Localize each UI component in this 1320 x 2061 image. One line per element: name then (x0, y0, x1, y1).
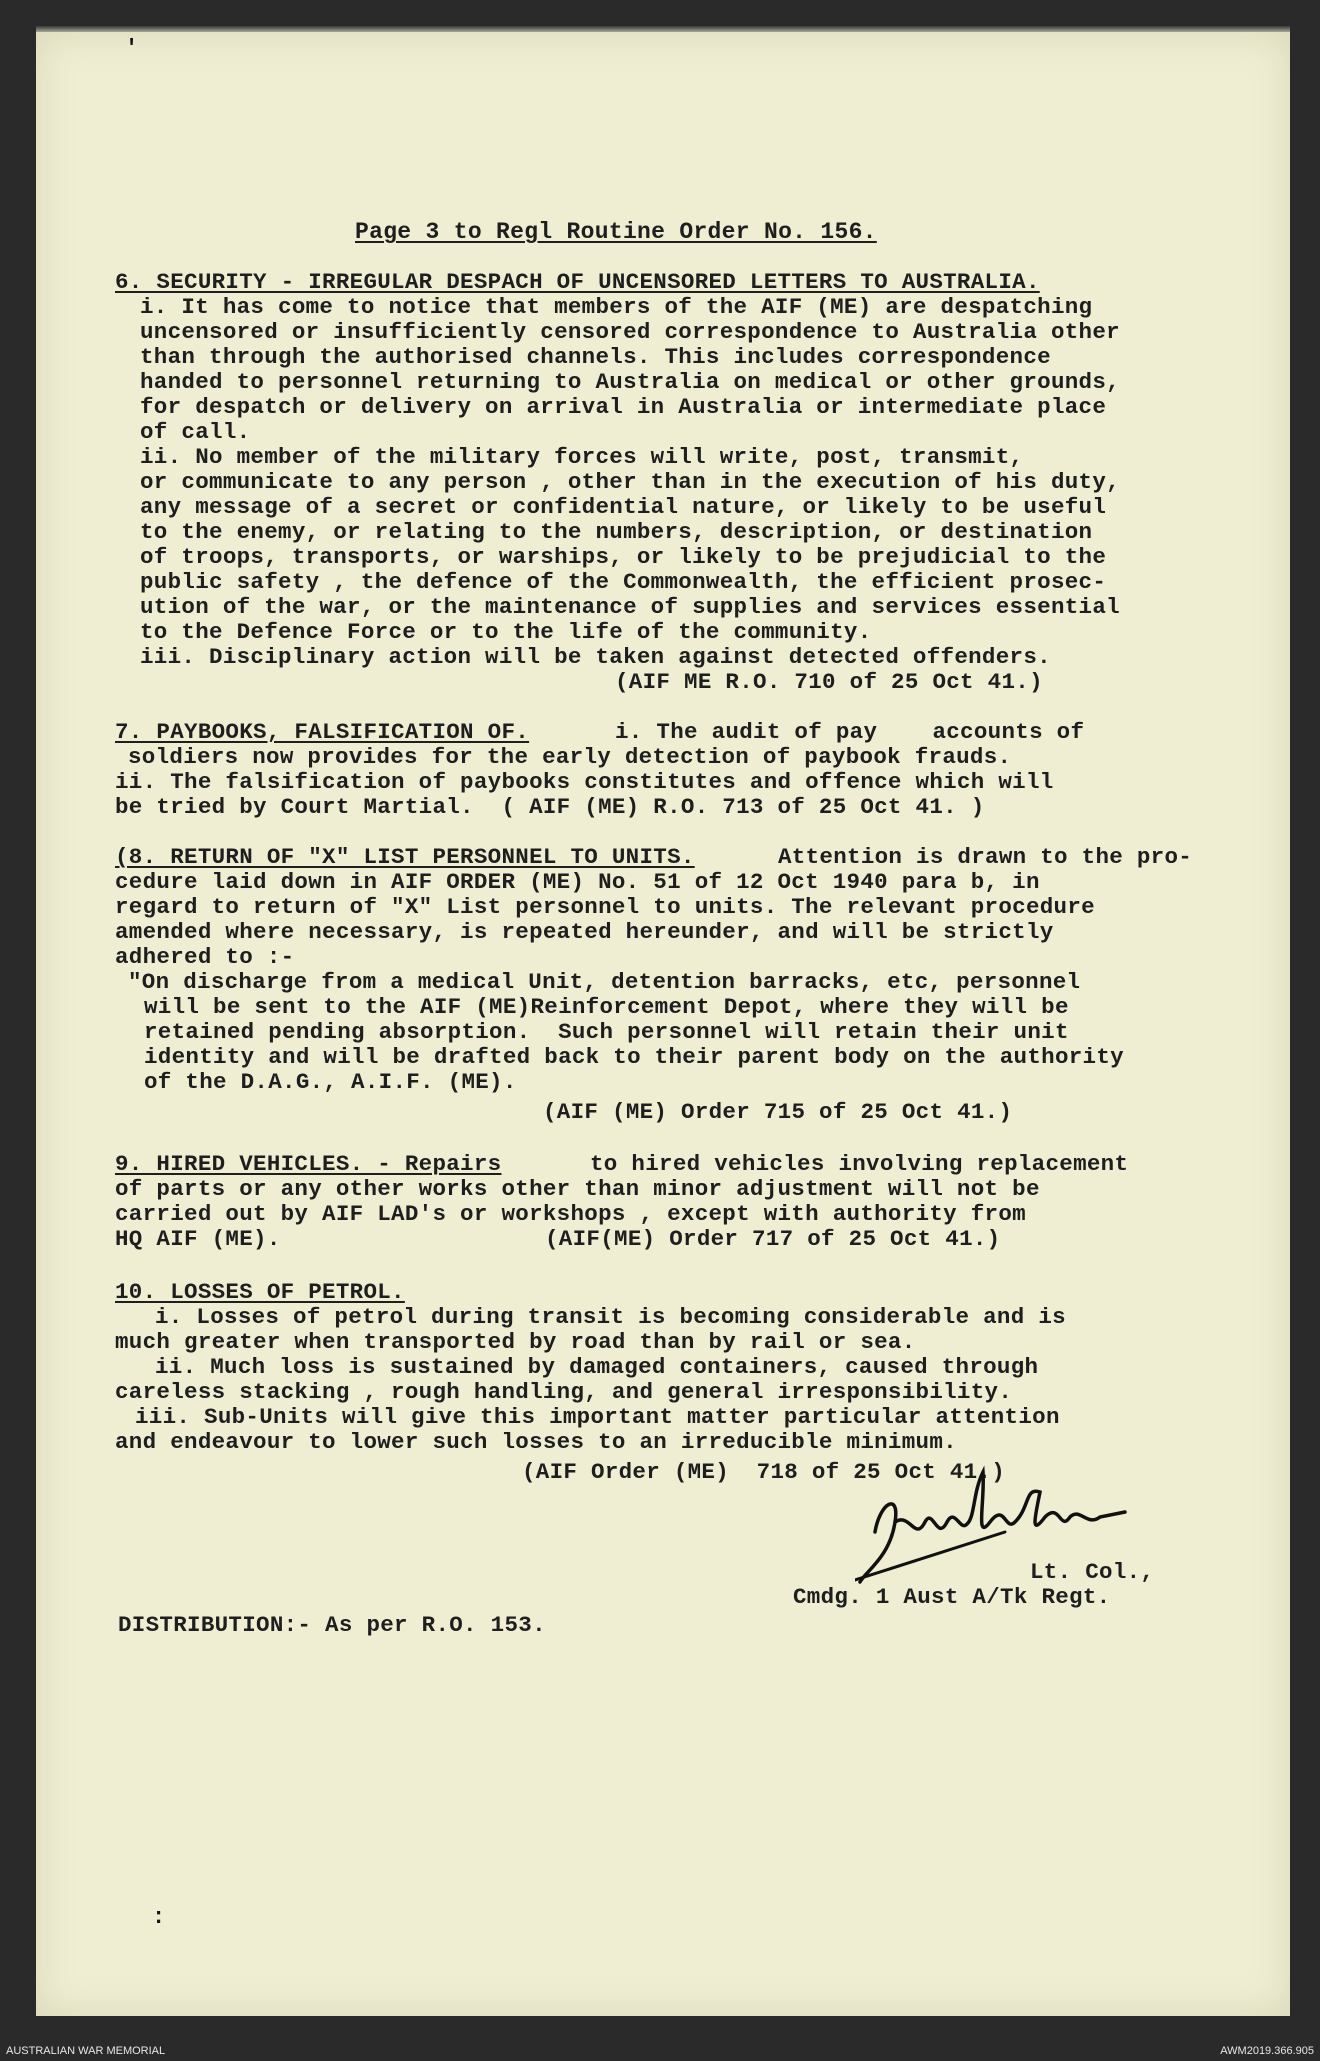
section-6-line: ii. No member of the military forces will write, post, transmit, (140, 444, 1024, 470)
section-7-heading: 7. PAYBOOKS, FALSIFICATION OF. (115, 719, 530, 745)
section-6-line: uncensored or insufficiently censored correspondence to Australia other (140, 319, 1120, 345)
archive-footer-left: AUSTRALIAN WAR MEMORIAL (6, 2045, 166, 2057)
section-8-quote-line: of the D.A.G., A.I.F. (ME). (144, 1069, 517, 1095)
punch-mark: : (152, 1905, 166, 1930)
section-10-line: and endeavour to lower such losses to an irreducible minimum. (115, 1429, 957, 1455)
section-7-line: be tried by Court Martial. ( AIF (ME) R.O. 713 of 25 Oct 41. ) (115, 794, 985, 820)
section-6-reference: (AIF ME R.O. 710 of 25 Oct 41.) (615, 669, 1043, 695)
section-6-line: to the enemy, or relating to the numbers, description, or destination (140, 519, 1093, 545)
section-8-line: Attention is drawn to the pro- (778, 844, 1193, 870)
section-8-quote-line: will be sent to the AIF (ME)Reinforcement Depot, where they will be (144, 994, 1069, 1020)
section-6-line: handed to personnel returning to Australia on medical or other grounds, (140, 369, 1120, 395)
section-8-line: amended where necessary, is repeated hereunder, and will be strictly (115, 919, 1054, 945)
section-6-line: for despatch or delivery on arrival in Australia or intermediate place (140, 394, 1107, 420)
section-6-line: ution of the war, or the maintenance of supplies and services essential (140, 594, 1120, 620)
section-6-line: of troops, transports, or warships, or likely to be prejudicial to the (140, 544, 1107, 570)
section-6-heading: 6. SECURITY - IRREGULAR DESPACH OF UNCENSORED LETTERS TO AUSTRALIA. (115, 269, 1040, 295)
section-9-line: carried out by AIF LAD's or workshops , except with authority from (115, 1201, 1026, 1227)
section-8-heading: (8. RETURN OF "X" LIST PERSONNEL TO UNITS. (115, 844, 695, 870)
section-9-heading: 9. HIRED VEHICLES. - Repairs (115, 1151, 502, 1177)
signature-rank: Lt. Col., (1030, 1559, 1155, 1585)
section-9-line: to hired vehicles involving replacement (590, 1151, 1129, 1177)
page-title: Page 3 to Regl Routine Order No. 156. (355, 219, 877, 245)
section-6-line: iii. Disciplinary action will be taken against detected offenders. (140, 644, 1051, 670)
punch-mark: ' (125, 36, 139, 61)
section-10-reference: (AIF Order (ME) 718 of 25 Oct 41.) (522, 1459, 1006, 1485)
section-10-line: careless stacking , rough handling, and general irresponsibility. (115, 1379, 1013, 1405)
section-8-quote-line: identity and will be drafted back to their parent body on the authority (144, 1044, 1124, 1070)
section-6-line: than through the authorised channels. This includes correspondence (140, 344, 1051, 370)
section-10-line: iii. Sub-Units will give this important matter particular attention (135, 1404, 1060, 1430)
section-6-line: any message of a secret or confidential nature, or likely to be useful (140, 494, 1107, 520)
section-7-line: i. The audit of pay accounts of (615, 719, 1085, 745)
section-10-line: i. Losses of petrol during transit is becoming considerable and is (155, 1304, 1066, 1330)
section-6-line: to the Defence Force or to the life of the community. (140, 619, 872, 645)
section-7-line: soldiers now provides for the early detection of paybook frauds. (128, 744, 1012, 770)
section-8-line: adhered to :- (115, 944, 295, 970)
section-9-line: HQ AIF (ME). (115, 1226, 281, 1252)
section-8-reference: (AIF (ME) Order 715 of 25 Oct 41.) (543, 1099, 1013, 1125)
signature-title: Cmdg. 1 Aust A/Tk Regt. (793, 1584, 1111, 1610)
section-6-line: public safety , the defence of the Commonwealth, the efficient prosec- (140, 569, 1107, 595)
section-6-line: or communicate to any person , other than in the execution of his duty, (140, 469, 1120, 495)
section-9-reference: (AIF(ME) Order 717 of 25 Oct 41.) (545, 1226, 1001, 1252)
section-7-line: ii. The falsification of paybooks constitutes and offence which will (115, 769, 1054, 795)
section-8-quote-line: "On discharge from a medical Unit, detention barracks, etc, personnel (128, 969, 1081, 995)
distribution-line: DISTRIBUTION:- As per R.O. 153. (118, 1612, 546, 1638)
section-8-quote-line: retained pending absorption. Such personnel will retain their unit (144, 1019, 1069, 1045)
section-10-line: much greater when transported by road than by rail or sea. (115, 1329, 916, 1355)
section-10-heading: 10. LOSSES OF PETROL. (115, 1279, 405, 1305)
section-10-line: ii. Much loss is sustained by damaged containers, caused through (155, 1354, 1039, 1380)
section-8-line: cedure laid down in AIF ORDER (ME) No. 51 of 12 Oct 1940 para b, in (115, 869, 1040, 895)
section-8-line: regard to return of "X" List personnel to units. The relevant procedure (115, 894, 1095, 920)
section-9-line: of parts or any other works other than minor adjustment will not be (115, 1176, 1040, 1202)
section-6-line: i. It has come to notice that members of the AIF (ME) are despatching (140, 294, 1093, 320)
archive-footer-right: AWM2019.366.905 (1220, 2045, 1314, 2057)
section-6-line: of call. (140, 419, 251, 445)
